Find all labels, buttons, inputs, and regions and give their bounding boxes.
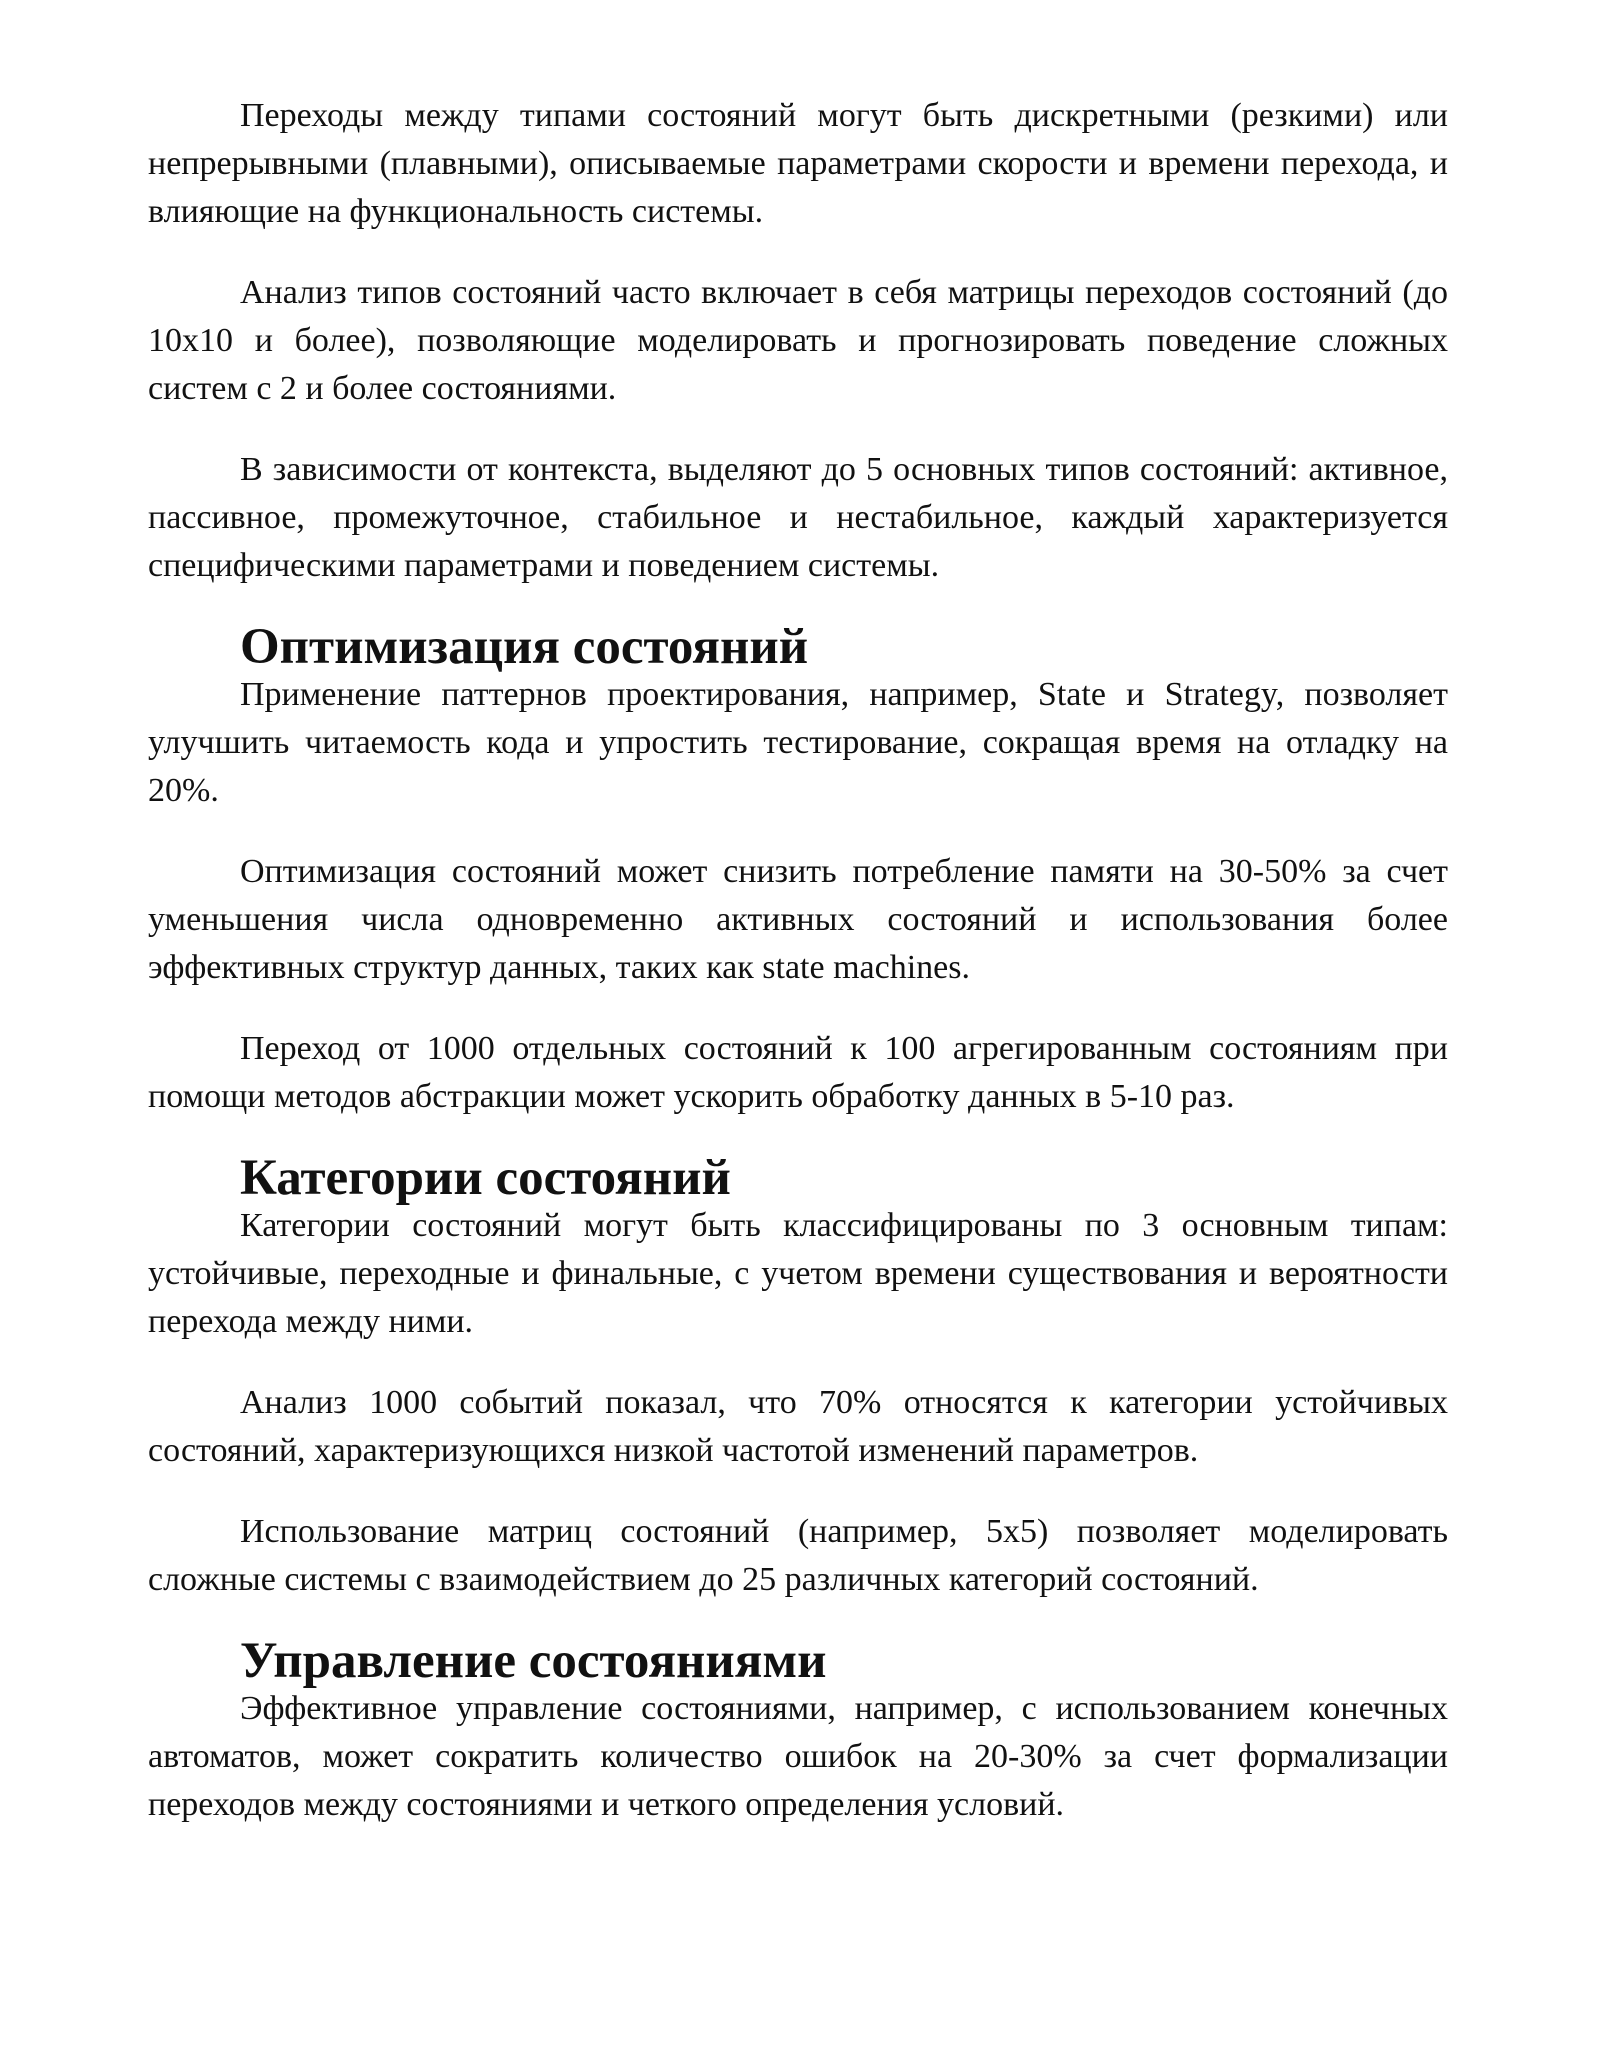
paragraph: Применение паттернов проектирования, например, State и Strategy, позволяет улучшить читаемость кода и упростить тестирование, сокращая время на отладку на 20%.	[148, 676, 1448, 809]
paragraph: Переходы между типами состояний могут быть дискретными (резкими) или непрерывными (плавными), описываемые параметрами скорости и времени перехода, и влияющие на функциональность системы.	[148, 97, 1448, 230]
section-heading: Категории состояний	[240, 1150, 731, 1206]
paragraph: Оптимизация состояний может снизить потребление памяти на 30-50% за счет уменьшения числа одновременно активных состояний и использования более эффективных структур данных, таких как state machines.	[148, 853, 1448, 986]
section-heading: Управление состояниями	[240, 1633, 827, 1689]
paragraph: Использование матриц состояний (например, 5x5) позволяет моделировать сложные системы с взаимодействием до 25 различных категорий состояний.	[148, 1513, 1448, 1598]
paragraph: Категории состояний могут быть классифицированы по 3 основным типам: устойчивые, переходные и финальные, с учетом времени существования и вероятности перехода между ними.	[148, 1207, 1448, 1340]
paragraph: Эффективное управление состояниями, например, с использованием конечных автоматов, может сократить количество ошибок на 20-30% за счет формализации переходов между состояниями и четкого определения условий.	[148, 1690, 1448, 1823]
paragraph: Переход от 1000 отдельных состояний к 100 агрегированным состояниям при помощи методов абстракции может ускорить обработку данных в 5-10 раз.	[148, 1030, 1448, 1115]
section-heading: Оптимизация состояний	[240, 619, 809, 675]
document-page	[148, 92, 1448, 1829]
paragraph: Анализ типов состояний часто включает в себя матрицы переходов состояний (до 10x10 и более), позволяющие моделировать и прогнозировать поведение сложных систем с 2 и более состояниями.	[148, 274, 1448, 407]
paragraph: В зависимости от контекста, выделяют до 5 основных типов состояний: активное, пассивное, промежуточное, стабильное и нестабильное, каждый характеризуется специфическими параметрами и поведением системы.	[148, 451, 1448, 584]
paragraph: Анализ 1000 событий показал, что 70% относятся к категории устойчивых состояний, характеризующихся низкой частотой изменений параметров.	[148, 1384, 1448, 1469]
